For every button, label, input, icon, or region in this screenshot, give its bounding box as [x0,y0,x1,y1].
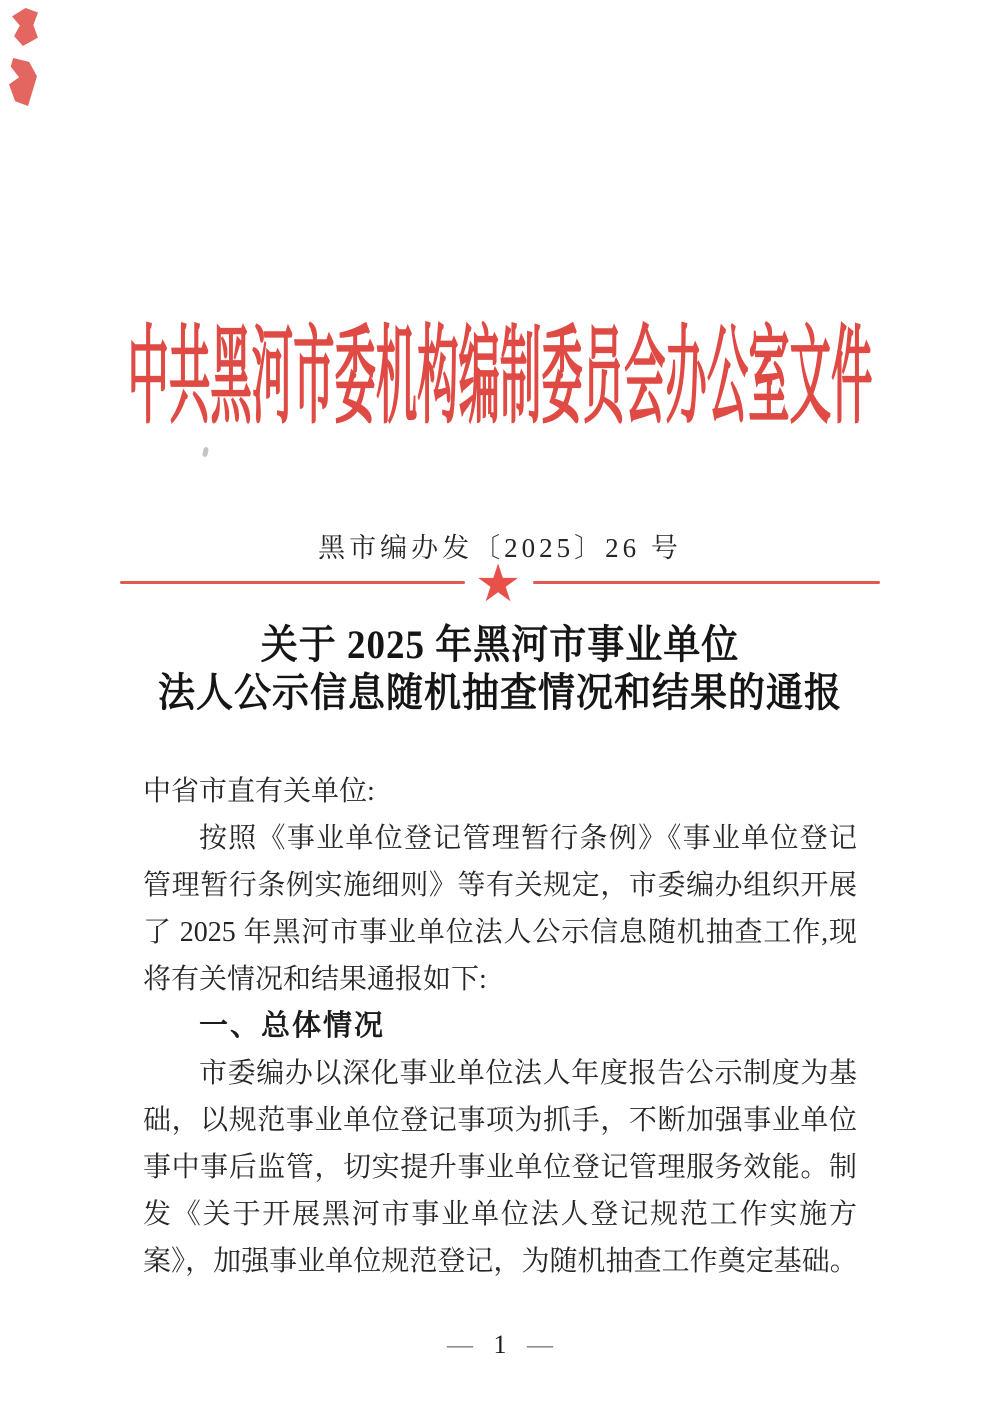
star-icon: ★ [474,554,522,614]
document-title [0,622,1000,718]
red-masthead [0,321,1000,439]
divider-line-left [120,581,465,584]
body-line: 按照《事业单位登记管理暂行条例》《事业单位登记 [199,823,857,854]
page-footer [0,1330,1000,1360]
masthead-title: 中共黑河市委机构编制委员会办公室文件 [127,321,873,439]
scan-speck [202,447,209,458]
body-line: 础，以规范事业单位登记事项为抓手，不断加强事业单位 [143,1105,857,1136]
body-text [143,768,857,1285]
red-divider [0,554,1000,614]
title-line-1: 关于 2025 年黑河市事业单位 [260,623,740,668]
body-line: 将有关情况和结果通报如下: [143,964,487,995]
section-heading: 一、总体情况 [199,1010,386,1042]
divider-line-right [533,581,880,584]
body-line: 案》，加强事业单位规范登记，为随机抽查工作奠定基础。 [143,1246,857,1277]
page-number: 1 [493,1330,507,1359]
footer-dash-left: — [447,1330,473,1359]
body-line: 市委编办以深化事业单位法人年度报告公示制度为基 [199,1058,857,1089]
body-line: 管理暂行条例实施细则》等有关规定，市委编办组织开展 [143,870,857,901]
document-number: 黑市编办发〔2025〕26 号 [318,533,682,563]
body-line: 中省市直有关单位: [143,776,375,807]
scan-artifact-mark [9,58,37,106]
footer-dash-right: — [527,1330,553,1359]
body-line: 发《关于开展黑河市事业单位法人登记规范工作实施方 [143,1199,857,1230]
body-line: 事中事后监管，切实提升事业单位登记管理服务效能。制 [143,1152,857,1183]
title-line-2: 法人公示信息随机抽查情况和结果的通报 [158,671,842,716]
body-line: 了 2025 年黑河市事业单位法人公示信息随机抽查工作,现 [143,917,857,948]
scan-artifact-mark [12,8,38,46]
